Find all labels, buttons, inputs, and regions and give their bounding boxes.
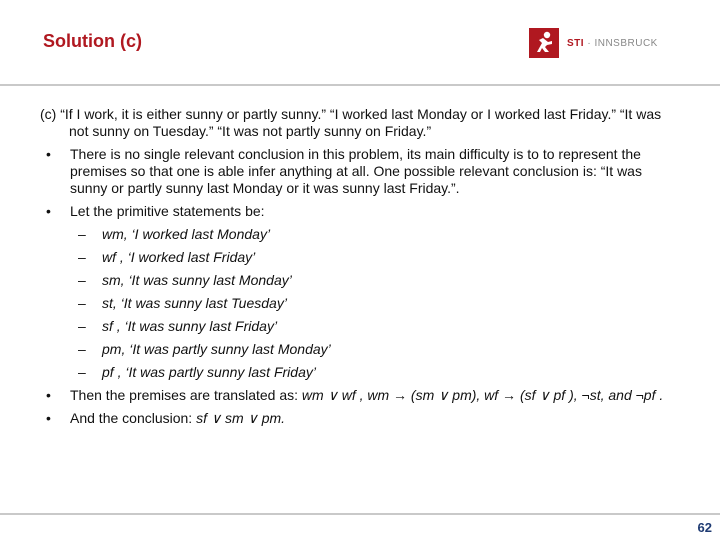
primitive-item <box>40 295 680 312</box>
dash-icon: – <box>78 249 86 265</box>
conclusion-label: And the conclusion: <box>70 410 197 426</box>
footer-divider <box>0 513 720 515</box>
primitive-text: pm, ‘It was partly sunny last Monday’ <box>102 341 331 357</box>
premises-formula: wm ∨ wf , wm → (sm ∨ pm), wf → (sf ∨ pf ), ¬st, and ¬pf . <box>301 387 664 403</box>
primitive-text: wf , ‘I worked last Friday’ <box>102 249 256 265</box>
dash-icon: – <box>78 318 86 334</box>
header-divider <box>0 84 720 86</box>
bullet-item <box>40 387 680 404</box>
dash-icon: – <box>78 341 86 357</box>
primitive-item <box>40 318 680 335</box>
bullet-icon: • <box>46 203 51 219</box>
primitive-item <box>40 249 680 266</box>
bullet-text: There is no single relevant conclusion in this problem, its main difficulty is to to represent the premises so that one is able infer anything at all. One possible relevant conclusion is: “It was sunny or partly sunny last Monday or it was sunny last Friday.”. <box>70 146 642 196</box>
dash-icon: – <box>78 295 86 311</box>
primitive-item <box>40 341 680 358</box>
primitive-item <box>40 364 680 381</box>
primitive-item <box>40 272 680 289</box>
primitive-text: sm, ‘It was sunny last Monday’ <box>102 272 292 288</box>
primitive-text: wm, ‘I worked last Monday’ <box>102 226 271 242</box>
slide-body <box>40 106 680 433</box>
primitive-text: sf , ‘It was sunny last Friday’ <box>102 318 278 334</box>
bullet-text: Let the primitive statements be: <box>70 203 265 219</box>
dash-icon: – <box>78 364 86 380</box>
bullet-item <box>40 410 680 427</box>
dash-icon: – <box>78 272 86 288</box>
bullet-item <box>40 146 680 197</box>
page-number: 62 <box>697 520 712 535</box>
conclusion-formula: sf ∨ sm ∨ pm. <box>196 410 286 426</box>
bullet-icon: • <box>46 146 51 162</box>
sti-logo-icon <box>529 28 559 58</box>
bullet-icon: • <box>46 410 51 426</box>
bullet-icon: • <box>46 387 51 403</box>
premises-label: Then the premises are translated as: <box>70 387 302 403</box>
bullet-item <box>40 203 680 220</box>
slide-title: Solution (c) <box>43 31 142 51</box>
primitive-text: pf , ‘It was partly sunny last Friday’ <box>102 364 316 380</box>
logo-text: STI · INNSBRUCK <box>567 37 658 49</box>
problem-statement: (c) “If I work, it is either sunny or partly sunny.” “I worked last Monday or I worked last Friday.” “It was not sunny on Tuesday.” “It was not partly sunny on Friday.” <box>40 106 662 139</box>
primitive-text: st, ‘It was sunny last Tuesday’ <box>102 295 287 311</box>
sti-innsbruck-logo <box>529 28 658 58</box>
dash-icon: – <box>78 226 86 242</box>
primitive-item <box>40 226 680 243</box>
